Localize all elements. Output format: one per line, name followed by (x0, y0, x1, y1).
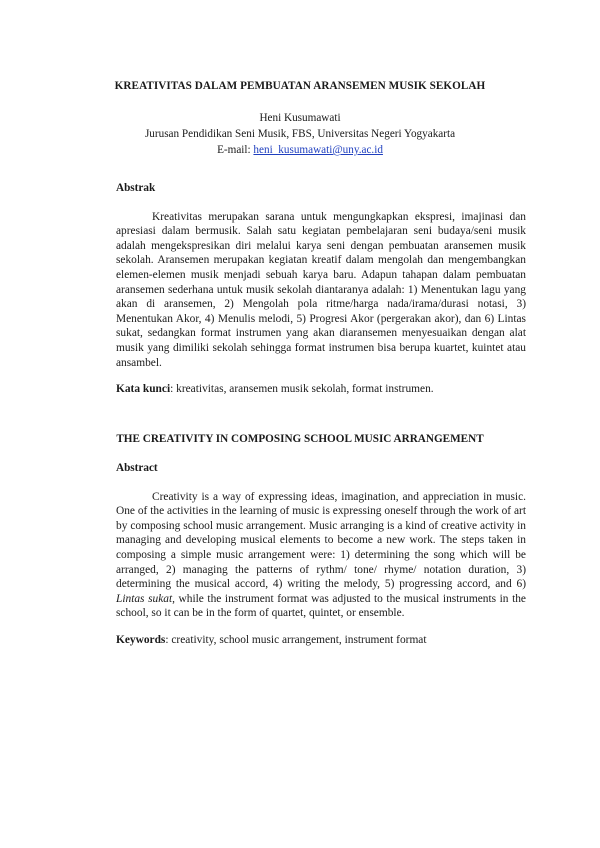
kata-kunci-line (116, 382, 526, 397)
abstrak-heading: Abstrak (116, 182, 156, 194)
author-block (0, 110, 600, 158)
abstract-text-part2: , while the instrument format was adjusted to the musical instruments in the school, so it can be in the form of quartet, quintet, or ensemble. (116, 592, 526, 620)
abstrak-section (116, 181, 526, 397)
author-affiliation: Jurusan Pendidikan Seni Musik, FBS, Universitas Negeri Yogyakarta (144, 128, 456, 140)
author-email-line (0, 142, 600, 158)
abstract-paragraph (116, 490, 526, 621)
email-label: E-mail: (217, 144, 254, 156)
abstract-section (116, 461, 526, 648)
paper-title-english: THE CREATIVITY IN COMPOSING SCHOOL MUSIC ARRANGEMENT (116, 433, 484, 445)
keywords-label: Keywords (116, 633, 166, 646)
keywords-line (116, 633, 526, 648)
keywords-text: : creativity, school music arrangement, instrument format (165, 633, 427, 646)
kata-kunci-label: Kata kunci (116, 383, 171, 396)
abstract-heading: Abstract (116, 462, 158, 474)
kata-kunci-text: : kreativitas, aransemen musik sekolah, format instrumen. (170, 383, 434, 396)
abstract-italic-term: Lintas sukat (116, 592, 173, 605)
abstract-text-part1: Creativity is a way of expressing ideas, imagination, and appreciation in music. One of the activities in the learning of music is expressing oneself through the work of art by composing school music arrangement. Music arranging is a kind of creative activity in managing and developing musical elements to become a new work. The steps taken in composing a simple music arrangement were: 1) determining the song which will be arranged, 2) managing the patterns of rythm/ tone/ rhyme/ notation duration, 3) determining the musical accord, 4) writing the melody, 5) progressing accord, and 6) (116, 490, 526, 591)
email-link[interactable]: heni_kusumawati@uny.ac.id (253, 144, 383, 156)
author-name: Heni Kusumawati (259, 112, 341, 124)
abstrak-paragraph: Kreativitas merupakan sarana untuk mengungkapkan ekspresi, imajinasi dan apresiasi dalam bermusik. Salah satu kegiatan pembelajaran seni budaya/seni musik adalah mengekspresikan diri melalui karya seni dengan pembuatan aransemen musik sekolah. Aransemen merupakan kegiatan kreatif dalam mengolah dan mengembangkan elemen-elemen musik menjadi sebuah karya baru. Adapun tahapan dalam pembuatan aransemen sederhana untuk musik sekolah diantaranya adalah: 1) Menentukan lagu yang akan di aransemen, 2) Mengolah pola ritme/harga nada/irama/durasi notasi, 3) Menentukan Akor, 4) Menulis melodi, 5) Progresi Akor (pergerakan akor), dan 6) Lintas sukat, sedangkan format instrumen yang akan diaransemen menyesuaikan dengan alat musik yang dimiliki sekolah sehingga format instrumen bisa berupa kuartet, kuintet atau ansambel. (116, 210, 526, 369)
paper-title-indonesian: KREATIVITAS DALAM PEMBUATAN ARANSEMEN MUSIK SEKOLAH (114, 80, 486, 92)
